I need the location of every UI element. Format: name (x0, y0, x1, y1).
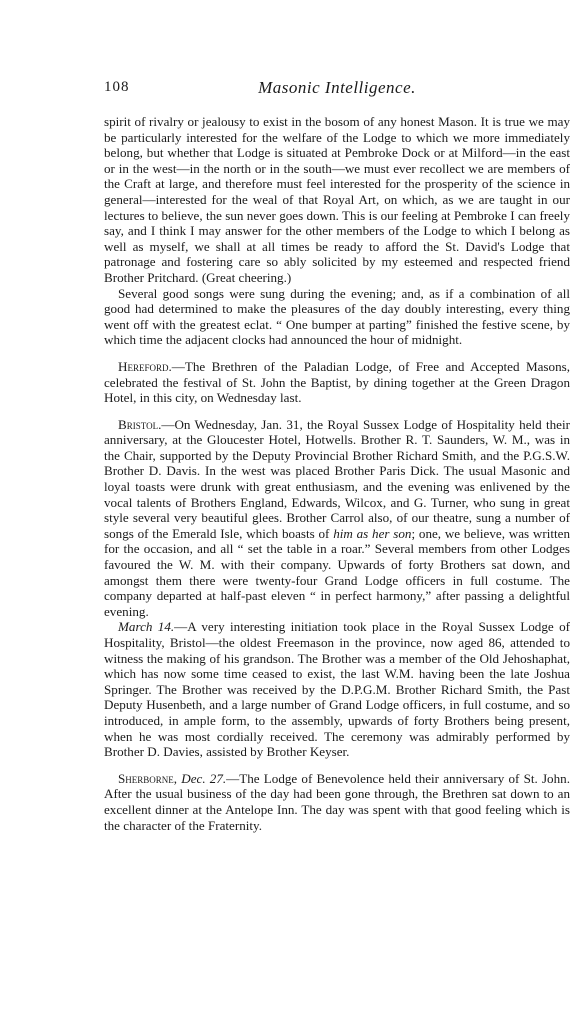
paragraph-continuation: spirit of rivalry or jealousy to exist in the bosom of any honest Mason. It is true we may be particularly interested for the welfare of the Lodge to which we more immediately belong, but whether that Lodge is situated at Pembroke Dock or at Milford—in the east or in the west—in the north or in the south—we must ever recollect we are members of the Craft at large, and therefore must feel interested for the prosperity of the science in general—interested for the weal of that Royal Art, on which, as we are taught in our lectures to believe, the sun never goes down. This is our feeling at Pembroke I can freely say, and I think I may answer for the other members of the Lodge to which I belong as well as myself, we shall at all times be ready to afford the St. David's Lodge that patronage and fostering care so ably solicited by my esteemed and respected friend Brother Pritchard. (Great cheering.) (104, 114, 570, 285)
page-number: 108 (104, 79, 130, 95)
paragraph-hereford (104, 359, 570, 406)
bristol-italic-phrase: him as her son (333, 525, 412, 541)
date-sherborne: Dec. 27. (177, 770, 227, 786)
date-march: March 14. (118, 619, 175, 635)
page (104, 80, 570, 833)
paragraph-songs: Several good songs were sung during the evening; and, as if a combination of all good had determined to make the pleasures of the day doubly interesting, every thing went off with the greatest eclat. “ One bumper at parting” finished the festive scene, by which time the adjacent clocks had announced the hour of midnight. (104, 285, 570, 348)
paragraph-sherborne (104, 771, 570, 833)
running-title: Masonic Intelligence. (258, 78, 416, 97)
bristol-text-continued: ; one, we believe, was written for the occasion, and all “ set the table in a roar.” Several members from other Lodges favoured the W. M. with their company. Upwards of forty Brothers sat down, and amongst them there were twenty-four Grand Lodge officers in full costume. The company departed at half-past eleven “ in perfect harmony,” after passing a delightful evening. (104, 525, 571, 619)
sherborne-text: —The Lodge of Benevolence held their anniversary of St. John. After the usual business of the day had been gone through, the Brethren sat down to an excellent dinner at the Antelope Inn. The day was spent with that good feeling which is the character of the Fraternity. (104, 770, 570, 833)
paragraph-march (104, 619, 570, 759)
paragraph-bristol (104, 417, 570, 620)
march-text: —A very interesting initiation took place in the Royal Sussex Lodge of Hospitality, Bristol—the oldest Freemason in the province, now aged 86, attended to witness the making of his grandson. The Brother was a member of the Old Jehoshaphat, which has now some time ceased to exist, the last W.M. having been the late Joshua Springer. The Brother was received by the D.P.G.M. Brother Richard Smith, the Past Deputy Husenbeth, and a large number of Grand Lodge officers, in full costume, and so introduced, in ample form, to the assembly, upwards of forty Brothers being present, when he was most cordially received. The ceremony was admirably performed by Brother D. Davies, assisted by Brother Keyser. (104, 619, 570, 760)
place-sherborne: Sherborne, (118, 770, 178, 786)
bristol-text: —On Wednesday, Jan. 31, the Royal Sussex Lodge of Hospitality held their anniversary, at the Gloucester Hotel, Hotwells. Brother R. T. Saunders, W. M., was in the Chair, supported by the Deputy Provincial Brother Richard Smith, and the P.G.S.W. Brother D. Davis. In the west was placed Brother Paris Dick. The usual Masonic and loyal toasts were drunk with great enthusiasm, and the evening was enlivened by the vocal talents of Brothers England, Edwards, Wilcox, and G. Turner, who sung in great style several very beautiful glees. Brother Carrol also, of our theatre, sung a number of songs of the Emerald Isle, which boasts of (104, 416, 570, 541)
hereford-text: —The Brethren of the Paladian Lodge, of Free and Accepted Masons, celebrated the festival of St. John the Baptist, by dining together at the Green Dragon Hotel, in this city, on Wednesday last. (104, 358, 570, 406)
place-hereford: Hereford. (118, 358, 172, 374)
page-header (104, 80, 570, 100)
place-bristol: Bristol. (118, 416, 162, 432)
